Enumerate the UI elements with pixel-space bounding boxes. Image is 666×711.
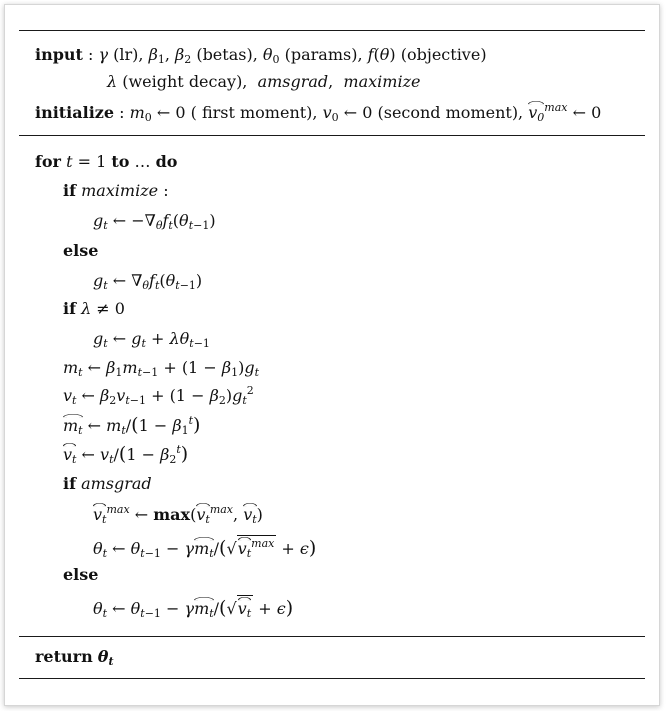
body-rule (19, 636, 645, 637)
input-line-1: input : γ (lr), $\beta_1$, $\beta_2$ (betas), $\theta_0$ (params), f(θ) (objective) (35, 45, 487, 66)
return-keyword: return (35, 647, 93, 666)
algorithm-box (4, 4, 660, 706)
bottom-rule (19, 678, 645, 679)
first-moment-line: $m_t$ ← $\beta_1m_{t-1} + (1 - \beta_1)g_t$ (63, 358, 259, 379)
header-rule (19, 135, 645, 136)
for-loop-line: for t = 1 to … do (35, 152, 178, 171)
else-line-1: else (63, 241, 99, 260)
second-moment-line: $v_t$ ← $\beta_2v_{t-1} + (1 - \beta_2)g_t^2$ (63, 384, 254, 407)
top-rule (19, 30, 645, 31)
vmax-update-line: $v_t^{max}$ ← $\max(v_t^{max}$, $v_t$) (93, 503, 263, 526)
return-line: return $\theta_t$ (35, 647, 114, 668)
weight-decay-line: $g_t$ ← $g_t + \lambda\theta_{t-1}$ (93, 329, 210, 350)
else-line-2: else (63, 565, 99, 584)
if-maximize-line: if maximize : (63, 181, 169, 200)
if-amsgrad-line: if amsgrad (63, 474, 152, 493)
grad-neg-line: $g_t$ ← $-\nabla_\theta f_t(\theta_{t-1})$ (93, 211, 216, 232)
bias-corr-v-line: $v_t$ ← $v_t/(1 - \beta_2^t)$ (63, 443, 189, 466)
initialize-line: initialize : $m_0$ ← 0 ( first moment), $v_0$ ← 0 (second moment), $v_0^{max}$ ← 0 (35, 101, 602, 124)
input-line-2: λ (weight decay), amsgrad, maximize (107, 72, 421, 91)
bias-corr-m-line: $m_t$ ← $m_t/(1 - \beta_1^t)$ (63, 414, 201, 437)
if-lambda-line: if λ ≠ 0 (63, 299, 125, 318)
param-update-line: $\theta_t$ ← $\theta_{t-1} - \gamma m_t/(√v_t + \epsilon)$ (93, 597, 294, 620)
param-update-amsgrad-line: $\theta_t$ ← $\theta_{t-1} - \gamma m_t/(√v_t^{max} + \epsilon)$ (93, 537, 317, 560)
grad-pos-line: $g_t$ ← $\nabla_\theta f_t(\theta_{t-1})$ (93, 271, 203, 292)
